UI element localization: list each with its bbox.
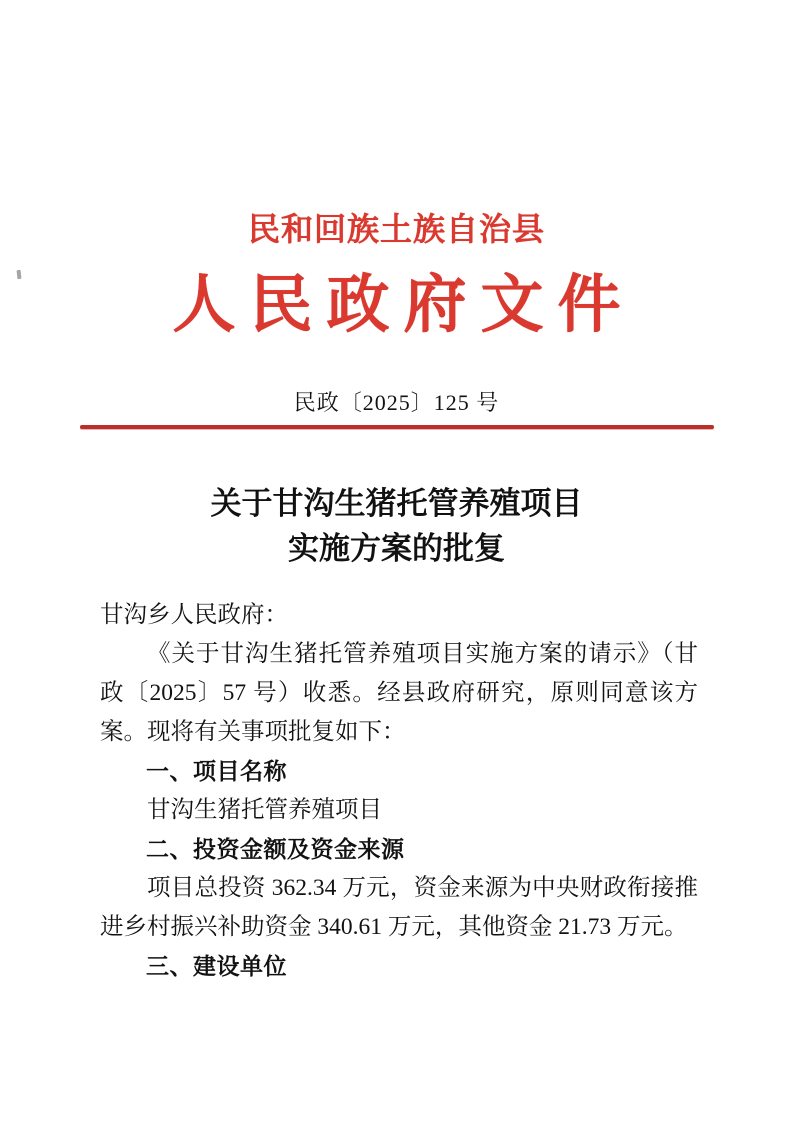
section-2-body: 项目总投资 362.34 万元，资金来源为中央财政衔接推进乡村振兴补助资金 340.61 万元，其他资金 21.73 万元。 [100,875,698,940]
intro-paragraph: 《关于甘沟生猪托管养殖项目实施方案的请示》（甘政〔2025〕57 号）收悉。经县政府研究，原则同意该方案。现将有关事项批复如下： [100,641,698,745]
section-1-body: 甘沟生猪托管养殖项目 [147,797,382,823]
document-title-line1: 关于甘沟生猪托管养殖项目 [210,486,583,521]
document-body [100,596,698,986]
salutation: 甘沟乡人民政府： [100,602,288,628]
red-divider-line [80,425,714,429]
document-title [0,481,793,571]
document-number: 民政〔2025〕125 号 [293,390,500,415]
section-3-heading: 三、建设单位 [146,953,287,979]
document-title-line2: 实施方案的批复 [288,531,505,566]
section-1-heading: 一、项目名称 [146,758,287,784]
scan-artifact-mark [17,270,22,279]
issuing-authority: 民和回族土族自治县 [247,211,545,247]
section-2-heading: 二、投资金额及资金来源 [146,836,405,862]
letterhead [0,0,793,429]
document-type-banner: 人民政府文件 [172,270,635,340]
